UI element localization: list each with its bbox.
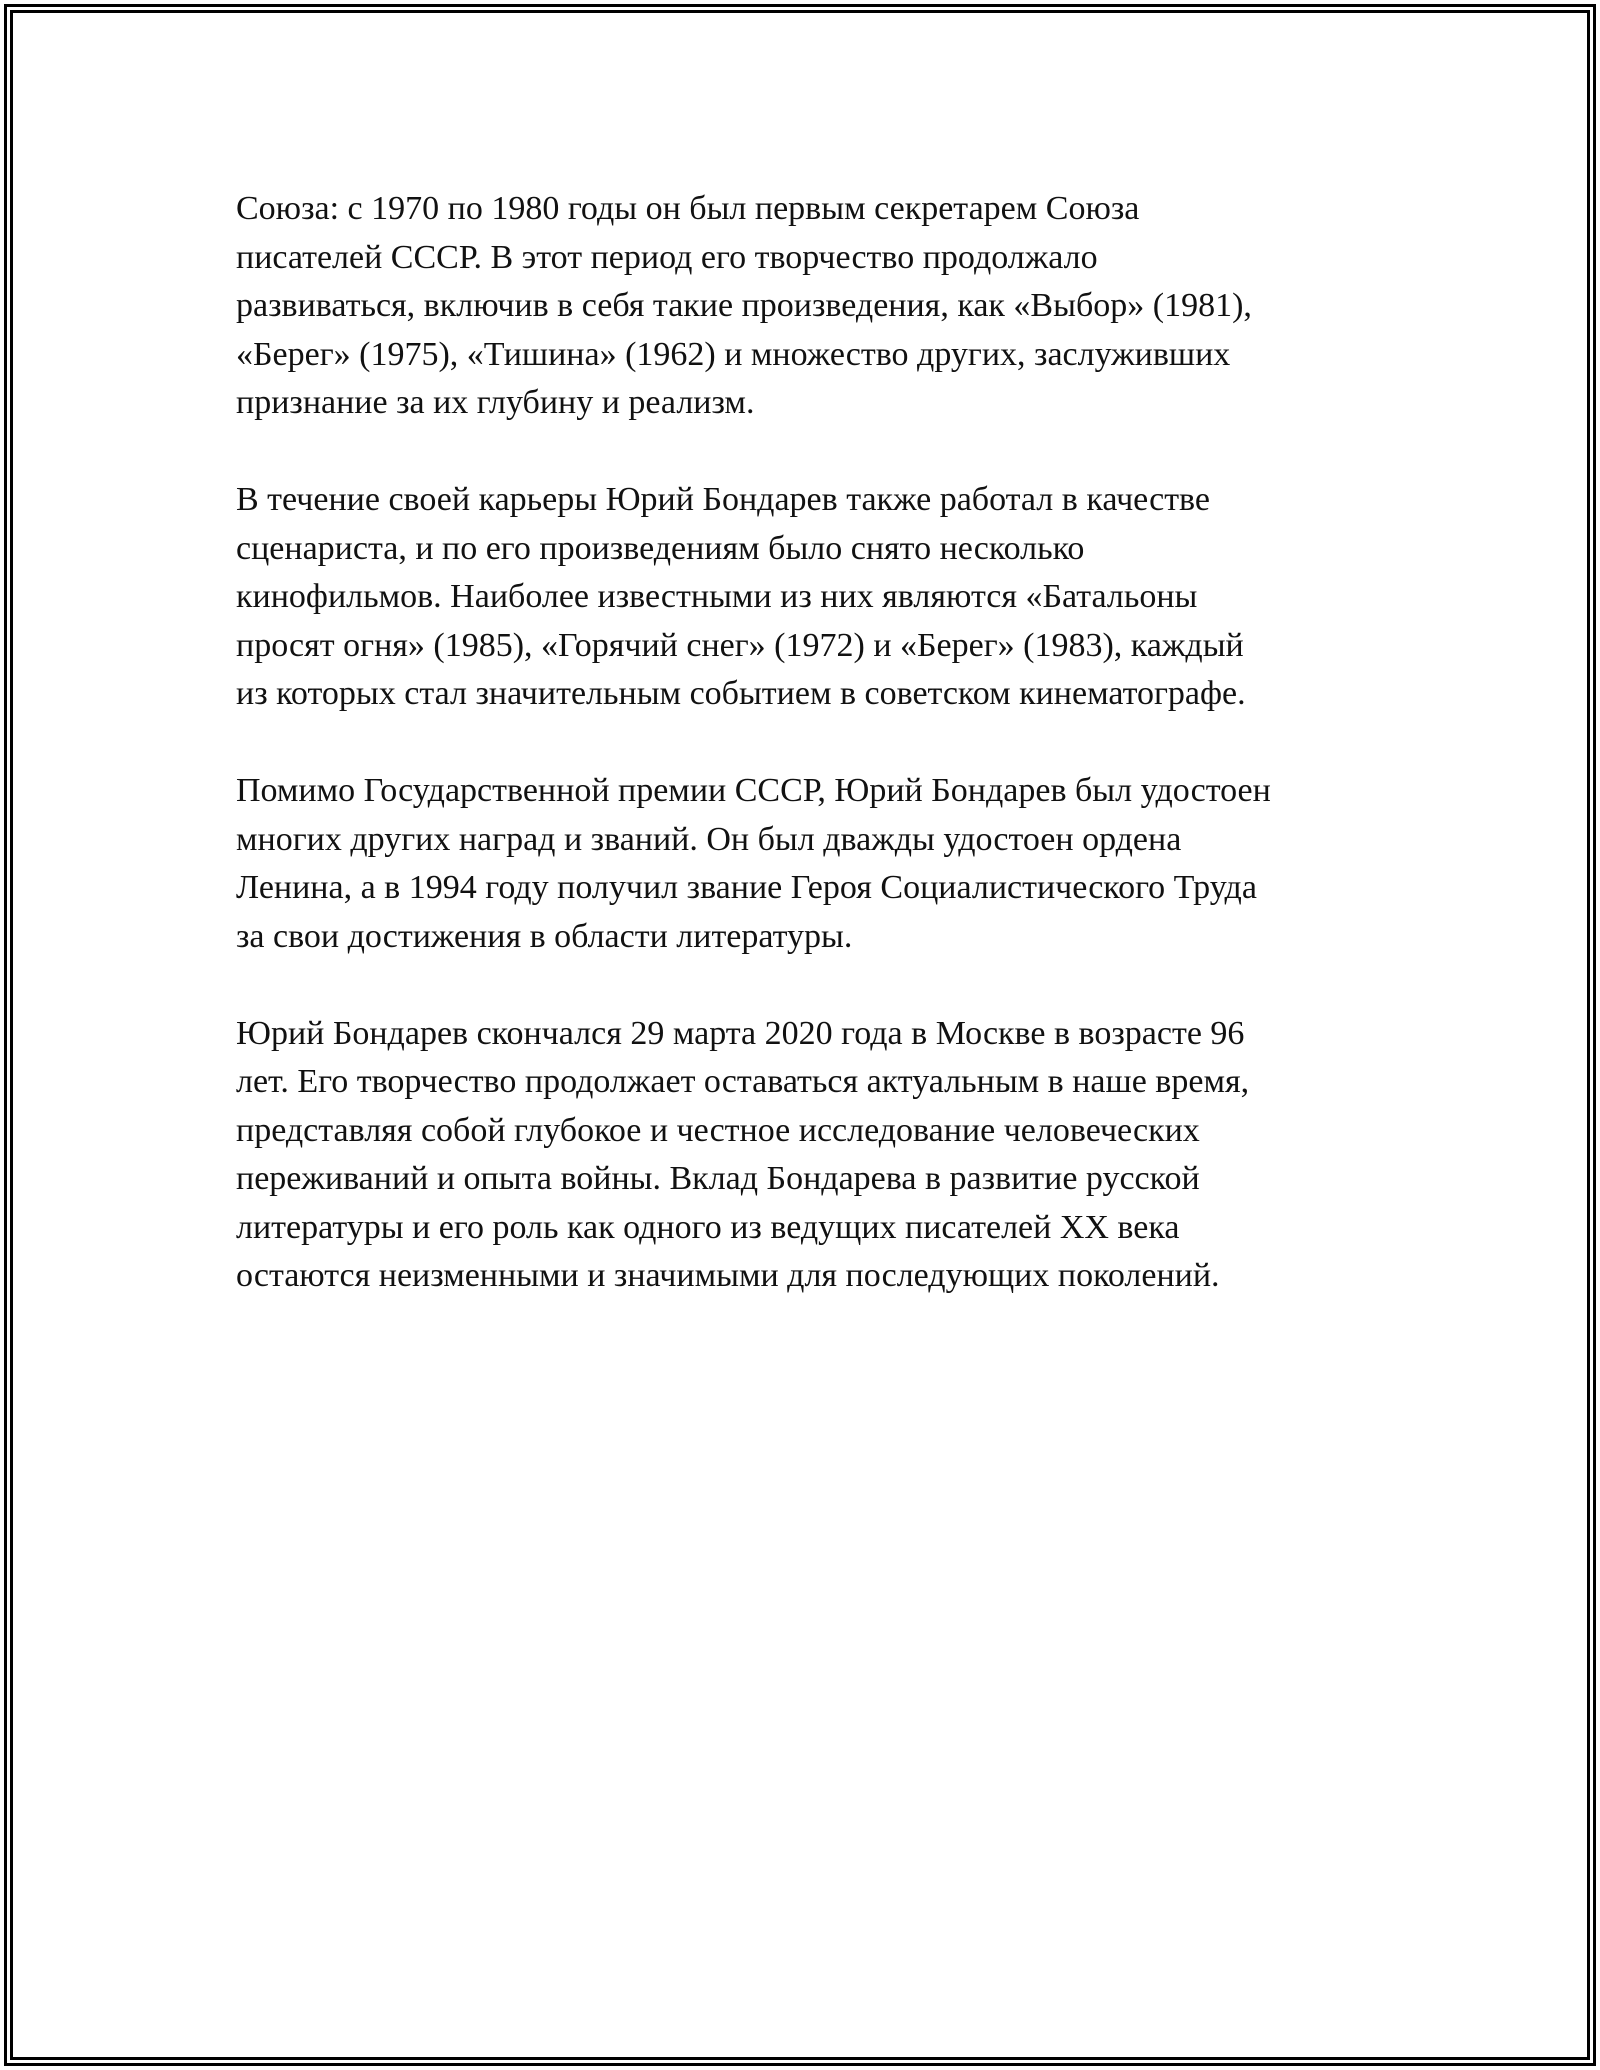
text-line: представляя собой глубокое и честное исследование человеческих (236, 1111, 1200, 1149)
text-line: В течение своей карьеры Юрий Бондарев также работал в качестве (236, 481, 1210, 518)
text-line: Союза: с 1970 по 1980 годы он был первым секретарем Союза (236, 190, 1140, 227)
text-line: литературы и его роль как одного из ведущих писателей XX века (236, 1208, 1180, 1246)
text-line: «Берег» (1975), «Тишина» (1962) и множество других, заслуживших (236, 335, 1231, 373)
text-line: многих других наград и званий. Он был дважды удостоен ордена (236, 820, 1182, 858)
text-line: за свои достижения в области литературы. (236, 917, 853, 955)
paragraph-2 (236, 476, 1386, 719)
text-line: признание за их глубину и реализм. (236, 384, 755, 421)
text-line: кинофильмов. Наиболее известными из них являются «Батальоны (236, 578, 1198, 615)
text-line: просят огня» (1985), «Горячий снег» (1972) и «Берег» (1983), каждый (236, 626, 1244, 664)
text-line: Юрий Бондарев скончался 29 марта 2020 года в Москве в возрасте 96 (236, 1014, 1245, 1052)
text-line: Помимо Государственной премии СССР, Юрий Бондарев был удостоен (236, 772, 1271, 809)
text-line: переживаний и опыта войны. Вклад Бондарева в развитие русской (236, 1160, 1200, 1197)
text-line: лет. Его творчество продолжает оставаться актуальным в наше время, (236, 1063, 1250, 1100)
text-line: сценариста, и по его произведениям было снято несколько (236, 529, 1085, 567)
document-body (236, 185, 1386, 1349)
text-line: Ленина, а в 1994 году получил звание Героя Социалистического Труда (236, 869, 1257, 906)
text-line: остаются неизменными и значимыми для последующих поколений. (236, 1257, 1220, 1294)
paragraph-3 (236, 767, 1386, 961)
text-line: развиваться, включив в себя такие произведения, как «Выбор» (1981), (236, 287, 1252, 324)
text-line: из которых стал значительным событием в советском кинематографе. (236, 675, 1246, 712)
paragraph-1 (236, 185, 1386, 428)
paragraph-4 (236, 1010, 1386, 1301)
text-line: писателей СССР. В этот период его творчество продолжало (236, 238, 1098, 276)
